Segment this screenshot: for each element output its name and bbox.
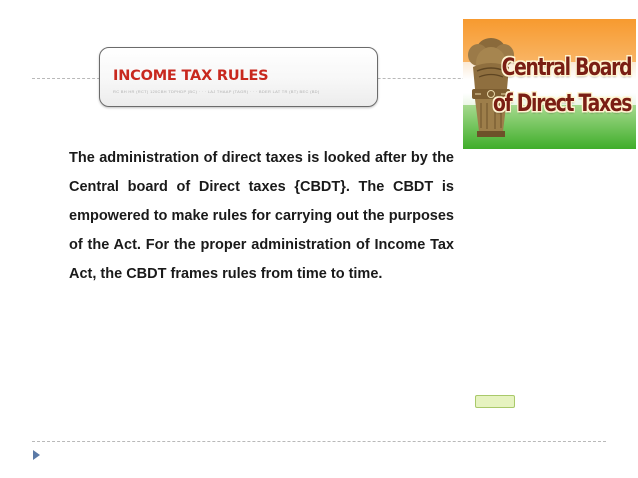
- bullet-arrow-icon: [33, 450, 40, 460]
- logo-text-line-1: Central Board: [501, 53, 631, 81]
- title-box: [99, 47, 378, 107]
- bottom-divider: [32, 441, 606, 442]
- body-paragraph: The administration of direct taxes is looked after by the Central board of Direct taxes {CBDT}. The CBDT is empowered to make rules for carrying out the purposes of the Act. For the proper administration of Income Tax Act, the CBDT frames rules from time to time.: [69, 150, 454, 282]
- logo-text-line-2: of Direct Taxes: [492, 89, 631, 117]
- small-green-tab: [475, 395, 515, 408]
- title-subtext: RC BH HR (RCT) 120CBH TDPHDP (BC) · · · LAJ THAAP (TAGR) · · · BDER LAT TR (BT) BEC (BD): [113, 89, 320, 94]
- cbdt-logo: [463, 19, 636, 149]
- slide-title: INCOME TAX RULES: [113, 68, 269, 84]
- national-emblem-icon: [463, 33, 519, 141]
